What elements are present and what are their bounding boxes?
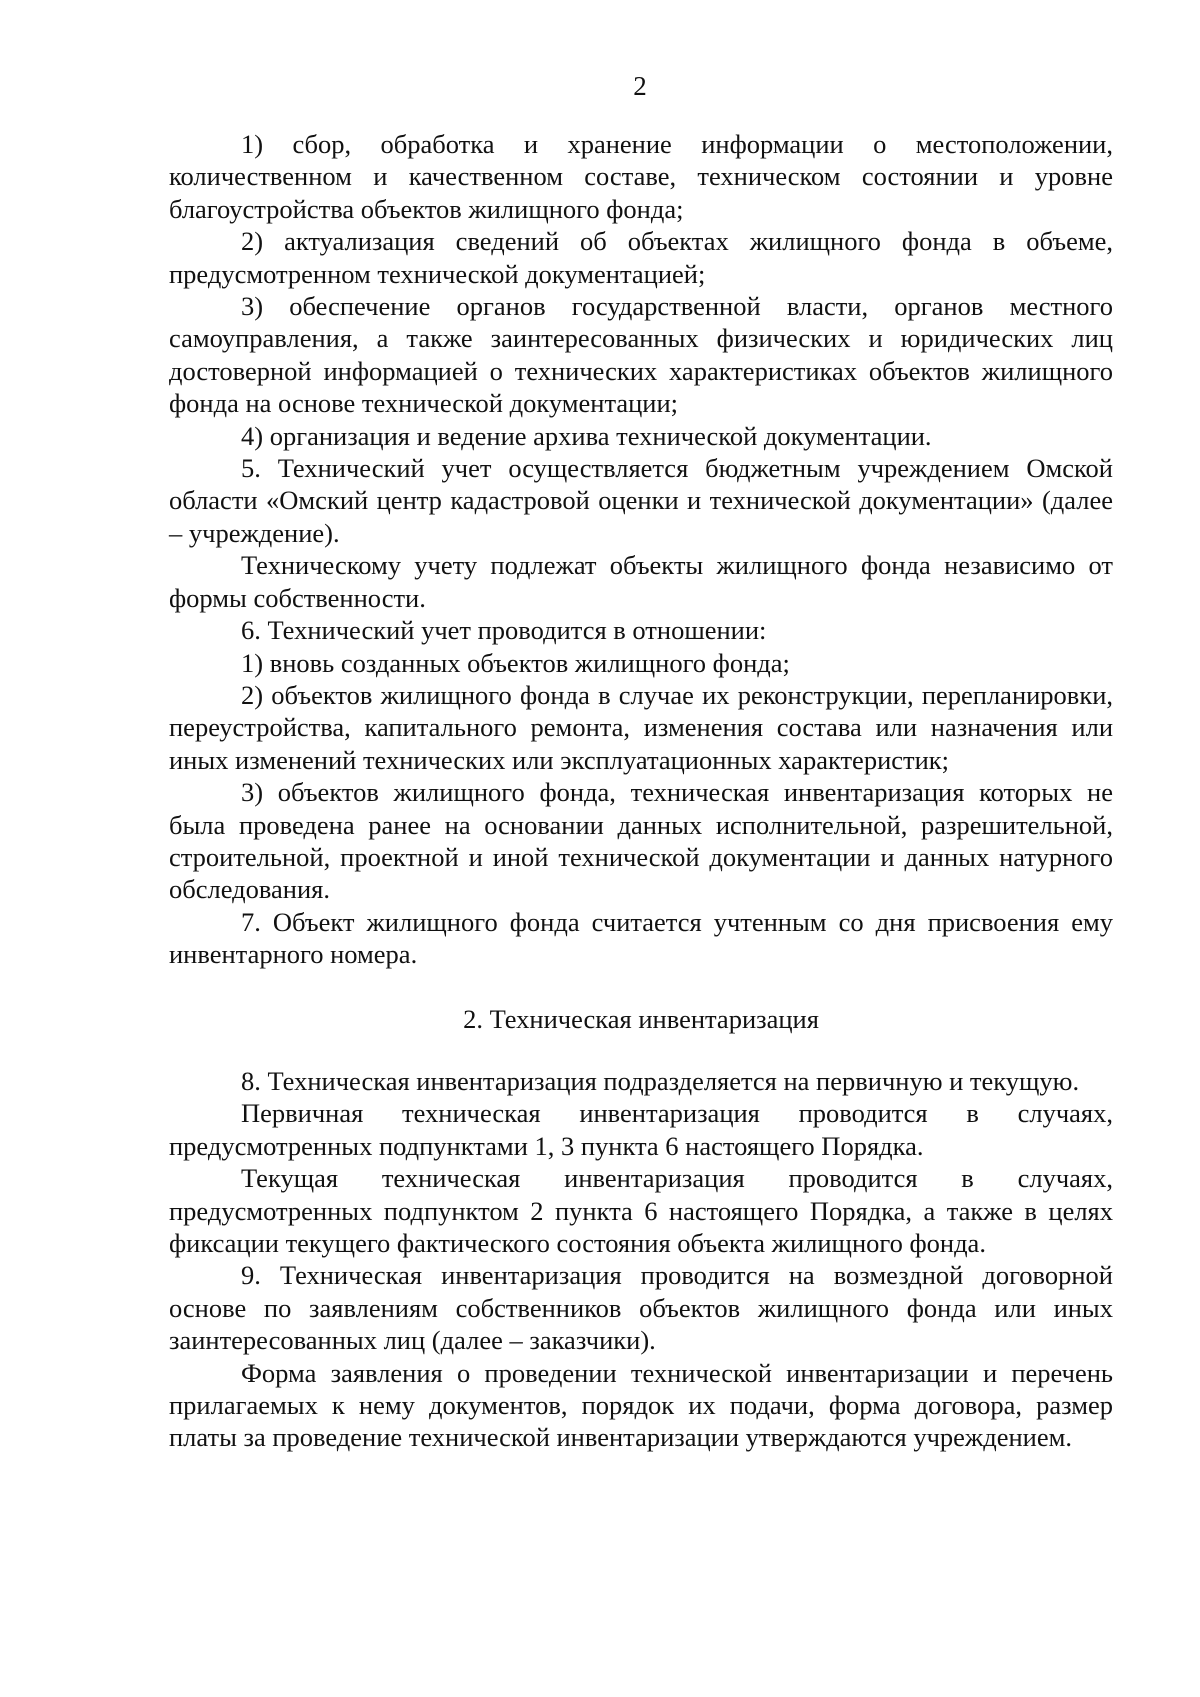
paragraph-6: 6. Технический учет проводится в отношении:	[241, 615, 767, 646]
paragraph-7: 7. Объект жилищного фонда считается учтенным со дня присвоения ему инвентарного номера.	[169, 906, 1113, 970]
paragraph-8-current: Текущая техническая инвентаризация проводится в случаях, предусмотренных подпунктом 2 пункта 6 настоящего Порядка, а также в целях фиксации текущего фактического состояния объекта жилищного фонда.	[169, 1163, 1113, 1258]
paragraph-8: 8. Техническая инвентаризация подразделяется на первичную и текущую.	[241, 1065, 1080, 1096]
paragraph-1-1: 1) сбор, обработка и хранение информации о местоположении, количественном и качественном составе, техническом состоянии и уровне благоустройства объектов жилищного фонда;	[169, 129, 1113, 224]
paragraph-9: 9. Техническая инвентаризация проводится на возмездной договорной основе по заявлениям собственников объектов жилищного фонда или иных заинтересованных лиц (далее – заказчики).	[169, 1260, 1113, 1356]
section-heading: 2. Техническая инвентаризация	[463, 1003, 819, 1034]
paragraph-8-primary: Первичная техническая инвентаризация проводится в случаях, предусмотренных подпунктами 1, 3 пункта 6 настоящего Порядка.	[169, 1098, 1113, 1161]
paragraph-1-4: 4) организация и ведение архива технической документации.	[241, 420, 932, 451]
page-number: 2	[633, 71, 647, 101]
paragraph-6-2: 2) объектов жилищного фонда в случае их реконструкции, перепланировки, переустройства, капитального ремонта, изменения состава или назначения или иных изменений технических или эксплуатационных характеристик;	[169, 679, 1113, 775]
paragraph-6-1: 1) вновь созданных объектов жилищного фонда;	[241, 647, 790, 678]
document-body	[169, 128, 1113, 1454]
paragraph-5-continued: Техническому учету подлежат объекты жилищного фонда независимо от формы собственности.	[169, 550, 1113, 613]
paragraph-6-3: 3) объектов жилищного фонда, техническая инвентаризация которых не была проведена ранее на основании данных исполнительной, разрешительной, строительной, проектной и иной технической документации и данных натурного обследования.	[169, 777, 1113, 905]
paragraph-5: 5. Технический учет осуществляется бюджетным учреждением Омской области «Омский центр кадастровой оценки и технической документации» (далее – учреждение).	[169, 453, 1113, 548]
paragraph-9-form: Форма заявления о проведении технической инвентаризации и перечень прилагаемых к нему документов, порядок их подачи, форма договора, размер платы за проведение технической инвентаризации утверждаются учреждением.	[169, 1357, 1113, 1453]
paragraph-1-2: 2) актуализация сведений об объектах жилищного фонда в объеме, предусмотренном технической документацией;	[169, 226, 1113, 289]
paragraph-1-3: 3) обеспечение органов государственной власти, органов местного самоуправления, а также заинтересованных физических и юридических лиц достоверной информацией о технических характеристиках объектов жилищного фонда на основе технической документации;	[169, 291, 1113, 419]
